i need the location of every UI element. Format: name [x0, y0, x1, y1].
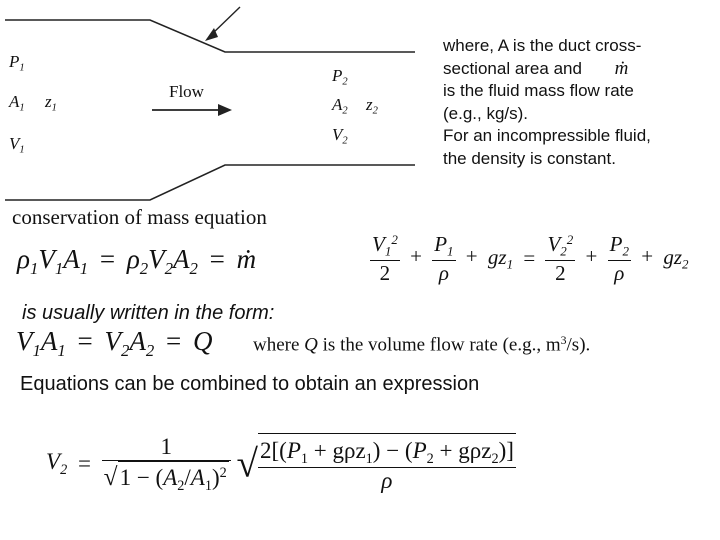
label-z2: $z_2$ — [366, 95, 378, 117]
side-note — [443, 35, 713, 170]
mass-equation: $\rho_1V_1A_1 = \rho_2V_2A_2$ = ṁ — [17, 244, 257, 278]
volume-flow-note: where Q is the volume flow rate (e.g., $m^3/s$). — [253, 334, 591, 356]
label-a1: $A_1$ — [9, 92, 25, 114]
duct-lower-wall — [5, 165, 415, 200]
v2-lhs: $V_2$ — [46, 448, 68, 478]
mdot-symbol: ṁ — [614, 57, 629, 79]
side-note-line-1: where, A is the duct cross- — [443, 36, 642, 55]
bernoulli-equation: $\frac{V_1^2}{2}$ + $\frac{P_1}{\rho}$ + $gz_1$ = $\frac{V_2^2}{2}$ + $\frac{P_2}{\rho}$ + $gz_2$ — [372, 231, 689, 285]
label-z1: $z_1$ — [45, 92, 57, 114]
side-note-line-5: For an incompressible fluid, — [443, 126, 651, 145]
label-v2: $V_2$ — [332, 125, 348, 147]
bernoulli-term-v1: $\frac{V_1^2}{2}$ — [372, 231, 398, 285]
bernoulli-term-p2: $\frac{P_2}{\rho}$ — [609, 232, 629, 285]
volume-equation: $V_1A_1 = V_2A_2 = Q$ — [16, 326, 213, 360]
duct-diagram — [0, 0, 420, 205]
flow-arrowhead — [218, 104, 232, 116]
v2-fraction: $\frac{1}{√1 - (A_2/A_1)^2}$ — [102, 434, 231, 495]
v2-sqrt-fraction: $\frac{2[(P_1 + g\rho z_1) - (P_2 + g\rho z_2)]}{\rho}$ — [258, 433, 516, 495]
usual-form-label: is usually written in the form: — [22, 302, 275, 324]
label-flow: Flow — [169, 82, 204, 101]
side-note-line-4: (e.g., kg/s). — [443, 103, 529, 123]
bernoulli-term-v2: $\frac{V_2^2}{2}$ — [547, 231, 574, 285]
constriction-pointer-arrow — [211, 7, 240, 35]
label-p2: $P_2$ — [332, 66, 348, 88]
v2-expression: $V_2$ = $\frac{1}{√1 - (A_2/A_1)^2}$ √ $\frac{2[(P_1 + g\rho z_1) - (P_2 + g\rho z_2)]}{\rho}$ — [46, 433, 514, 494]
label-p1: $P_1$ — [9, 52, 25, 74]
side-note-line-6: the density is constant. — [443, 148, 616, 168]
combine-label: Equations can be combined to obtain an expression — [20, 373, 480, 395]
conservation-heading: conservation of mass equation — [12, 205, 267, 229]
label-v1: $V_1$ — [9, 134, 25, 156]
bernoulli-term-gz2: $gz_2$ — [663, 244, 689, 272]
bernoulli-term-gz1: $gz_1$ — [487, 244, 514, 272]
side-note-line-2: sectional area and ṁ — [443, 57, 629, 79]
label-a2: $A_2$ — [332, 95, 348, 117]
bernoulli-term-p1: $\frac{P_1}{\rho}$ — [434, 232, 454, 285]
side-note-line-3: is the fluid mass flow rate — [443, 81, 634, 100]
